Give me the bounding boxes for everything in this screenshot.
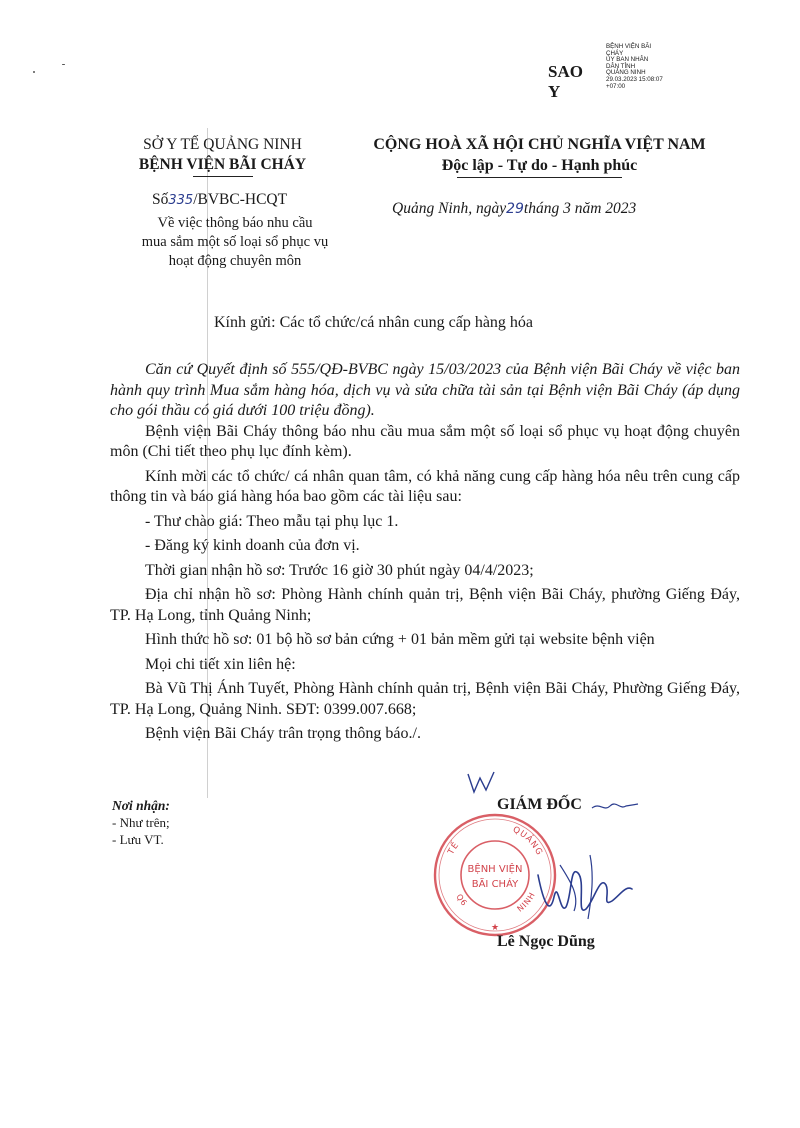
distribution-list	[112, 797, 170, 848]
contact-paragraph: Bà Vũ Thị Ánh Tuyết, Phòng Hành chính quản trị, Bệnh viện Bãi Cháy, Phường Giếng Đáy, TP. Hạ Long, Quảng Ninh. SĐT: 0399.007.668;	[110, 680, 740, 718]
scan-speck	[62, 64, 65, 65]
document-subject	[100, 214, 370, 271]
legal-basis-paragraph: Căn cứ Quyết định số 555/QĐ-BVBC ngày 15/03/2023 của Bệnh viện Bãi Cháy về việc ban hành quy trình Mua sắm hàng hóa, dịch vụ và sửa chữa tài sản tại Bệnh viện Bãi Cháy (áp dụng cho gói thầu có giá dưới 100 triệu đồng).	[110, 361, 740, 419]
notice-paragraph: Bệnh viện Bãi Cháy thông báo nhu cầu mua sắm một số loại sổ phục vụ hoạt động chuyên môn (Chi tiết theo phụ lục đính kèm).	[110, 422, 740, 460]
distribution-label: Nơi nhận:	[112, 798, 170, 813]
signature-line: BỆNH VIỆN BÃI	[606, 43, 652, 50]
signature-line: 29.03.2023 15:08:07	[606, 75, 663, 83]
signer-title: GIÁM ĐỐC	[497, 796, 582, 813]
org-underline	[193, 176, 253, 177]
signer-name: Lê Ngọc Dũng	[497, 933, 595, 950]
deadline-paragraph: Thời gian nhận hồ sơ: Trước 16 giờ 30 phút ngày 04/4/2023;	[145, 561, 534, 579]
seal-star-icon: ★	[490, 922, 500, 932]
document-number	[152, 191, 287, 209]
signature-line: QUẢNG NINH	[606, 69, 646, 77]
copy-label: SAO Y	[548, 62, 583, 101]
date-suffix: tháng 3 năm 2023	[523, 200, 637, 217]
seal-ring-text-right-side: NINH	[515, 890, 538, 914]
country-name: CỘNG HOÀ XÃ HỘI CHỦ NGHĨA VIỆT NAM	[373, 136, 706, 153]
digital-signature-info	[606, 44, 663, 90]
subject-line: mua sắm một số loại sổ phục vụ	[141, 234, 329, 250]
national-header	[352, 135, 727, 178]
required-document-item: - Thư chào giá: Theo mẫu tại phụ lục 1.	[145, 512, 399, 530]
seal-center-line-1: BỆNH VIỆN	[467, 864, 523, 875]
document-body	[110, 360, 740, 745]
subject-line: hoạt động chuyên môn	[168, 253, 302, 269]
handwritten-day: 29	[506, 201, 524, 217]
seal-ring-text-left: TẾ	[446, 840, 462, 857]
date-prefix: Quảng Ninh, ngày	[392, 200, 507, 217]
distribution-item: - Lưu VT.	[112, 832, 164, 847]
signature-line: CHÁY	[606, 49, 624, 57]
subject-line: Về việc thông báo nhu cầu	[157, 215, 313, 231]
handwritten-signature	[530, 845, 640, 935]
issuing-organization: BỆNH VIỆN BÃI CHÁY	[138, 156, 307, 173]
signature-flourish	[590, 794, 640, 816]
distribution-item: - Như trên;	[112, 815, 170, 830]
signature-line: +07:00	[606, 82, 626, 90]
document-date	[392, 200, 636, 218]
seal-ring-text-bottom-left: Q6	[454, 892, 470, 909]
recipient-line: Kính gửi: Các tổ chức/cá nhân cung cấp hàng hóa	[214, 314, 534, 331]
required-document-item: - Đăng ký kinh doanh của đơn vị.	[145, 537, 360, 554]
invitation-paragraph: Kính mời các tổ chức/ cá nhân quan tâm, có khả năng cung cấp hàng hóa nêu trên cung cấp thông tin và báo giá hàng hóa bao gồm các tài liệu sau:	[110, 467, 740, 505]
scan-speck	[33, 71, 35, 73]
doc-number-suffix: /BVBC-HCQT	[193, 191, 288, 208]
address-paragraph: Địa chỉ nhận hồ sơ: Phòng Hành chính quản trị, Bệnh viện Bãi Cháy, phường Giếng Đáy, TP. Hạ Long, tỉnh Quảng Ninh;	[110, 586, 740, 624]
handwritten-number: 335	[168, 193, 194, 208]
seal-center-line-2: BÃI CHÁY	[471, 879, 519, 890]
motto-underline	[457, 177, 622, 178]
initial-mark	[464, 768, 500, 798]
issuer-header	[100, 135, 345, 177]
signature-line: ỦY BAN NHÂN	[606, 56, 649, 64]
doc-number-prefix: Số	[152, 191, 169, 208]
contact-intro: Mọi chi tiết xin liên hệ:	[145, 655, 296, 673]
closing-line: Bệnh viện Bãi Cháy trân trọng thông báo./.	[145, 725, 421, 742]
signature-line: DÂN TỈNH	[606, 62, 636, 70]
seal-ring-text-right: QUẢNG	[511, 824, 545, 858]
parent-agency: SỞ Y TẾ QUẢNG NINH	[143, 136, 302, 153]
national-motto: Độc lập - Tự do - Hạnh phúc	[441, 157, 638, 174]
format-paragraph: Hình thức hồ sơ: 01 bộ hồ sơ bản cứng + 01 bản mềm gửi tại website bệnh viện	[145, 631, 655, 648]
